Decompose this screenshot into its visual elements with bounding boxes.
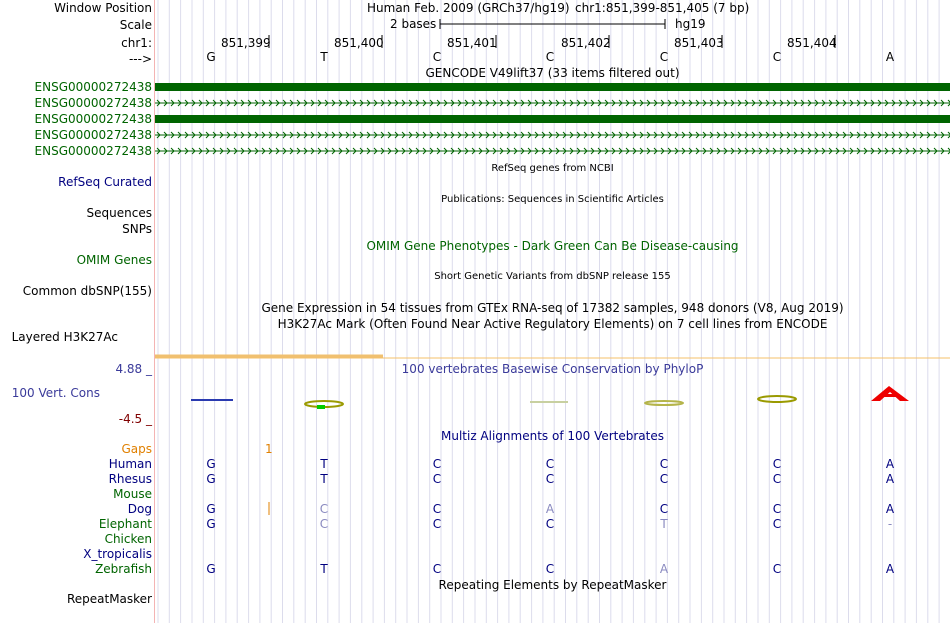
align-base-zebrafish: C [772,562,782,576]
align-base-zebrafish: A [885,562,895,576]
gene-feature-4 [155,132,950,138]
ref-base: C [772,50,782,64]
chr-label: chr1: [121,36,152,50]
species-label-rhesus[interactable]: Rhesus [108,472,152,486]
gene-feature-1 [155,83,950,91]
align-base-human: C [432,457,442,471]
align-base-rhesus: C [772,472,782,486]
species-label-human[interactable]: Human [108,457,152,471]
align-base-elephant: C [432,517,442,531]
species-label-x-tropicalis[interactable]: X_tropicalis [83,547,152,561]
ref-base: C [545,50,555,64]
phylop-mark-c1 [530,401,568,403]
dbsnp-label[interactable]: Common dbSNP(155) [22,284,152,298]
align-base-human: C [545,457,555,471]
coord-851404: 851,404 [787,36,837,50]
gene-feature-3 [155,115,950,123]
coord-851399: 851,399 [221,36,271,50]
assembly-title: Human Feb. 2009 (GRCh37/hg19) [367,1,570,15]
align-base-elephant: T [660,517,668,531]
snps-label[interactable]: SNPs [122,222,152,236]
track-label-panel [0,0,155,623]
align-base-dog: G [206,502,216,516]
phylop-mark-t [305,401,343,409]
window-position-text[interactable]: chr1:851,399-851,405 (7 bp) [575,1,750,15]
align-base-zebrafish: T [320,562,328,576]
phylop-conservation-glyphs [191,386,909,409]
scale-label: Scale [119,18,152,32]
align-base-rhesus: G [206,472,216,486]
phylop-max-label: 4.88 _ [115,362,152,376]
align-base-elephant: G [206,517,216,531]
align-base-rhesus: A [885,472,895,486]
phylop-mark-c3 [758,396,796,402]
gene-label-4[interactable]: ENSG00000272438 [34,128,152,142]
phylop-mark-c2 [645,401,683,405]
align-base-human: A [885,457,895,471]
ref-base: T [320,50,328,64]
dbsnp-track-title[interactable]: Short Genetic Variants from dbSNP release 155 [434,271,671,282]
align-base-zebrafish: C [432,562,442,576]
align-base-dog: C [319,502,329,516]
gene-feature-2 [155,100,950,106]
species-label-zebrafish[interactable]: Zebrafish [95,562,152,576]
coord-851402: 851,402 [561,36,611,50]
gene-label-3[interactable]: ENSG00000272438 [34,112,152,126]
ref-base: C [432,50,442,64]
gencode-track-title[interactable]: GENCODE V49lift37 (33 items filtered out) [425,66,680,80]
scale-text: 2 bases [390,17,437,31]
multiz-track-title[interactable]: Multiz Alignments of 100 Vertebrates [440,429,665,443]
scale-db: hg19 [675,17,706,31]
align-base-rhesus: T [320,472,328,486]
coord-851401: 851,401 [447,36,497,50]
align-base-zebrafish: C [545,562,555,576]
align-base-rhesus: C [659,472,669,486]
strand-arrow-label[interactable]: ---> [128,52,152,66]
align-base-dog: C [432,502,442,516]
align-base-elephant: C [772,517,782,531]
align-base-human: G [206,457,216,471]
sequences-label[interactable]: Sequences [86,206,152,220]
gaps-label[interactable]: Gaps [121,442,152,456]
phylop-mark-a [871,386,909,401]
gene-label-1[interactable]: ENSG00000272438 [34,80,152,94]
omim-track-title[interactable]: OMIM Gene Phenotypes - Dark Green Can Be Disease-causing [366,239,739,253]
align-base-zebrafish: A [659,562,669,576]
window-position-label: Window Position [54,1,152,15]
refseq-track-title[interactable]: RefSeq genes from NCBI [491,163,614,174]
species-label-mouse[interactable]: Mouse [113,487,152,501]
species-label-dog[interactable]: Dog [127,502,152,516]
gene-label-5[interactable]: ENSG00000272438 [34,144,152,158]
align-base-elephant: - [887,517,893,531]
align-base-zebrafish: G [206,562,216,576]
species-label-elephant[interactable]: Elephant [98,517,152,531]
align-base-elephant: C [545,517,555,531]
omim-label[interactable]: OMIM Genes [76,253,152,267]
align-base-human: T [320,457,328,471]
scale-bar [440,19,665,29]
phylop-track-title[interactable]: 100 vertebrates Basewise Conservation by PhyloP [401,362,704,376]
align-base-dog: C [772,502,782,516]
coord-851403: 851,403 [674,36,724,50]
gene-label-2[interactable]: ENSG00000272438 [34,96,152,110]
align-base-rhesus: C [432,472,442,486]
gene-feature-5 [155,148,950,154]
align-base-rhesus: C [545,472,555,486]
align-base-dog: A [545,502,555,516]
align-base-elephant: C [319,517,329,531]
refseq-label[interactable]: RefSeq Curated [58,175,152,189]
track-display-area[interactable] [155,0,950,623]
h3k27ac-track-title[interactable]: H3K27Ac Mark (Often Found Near Active Regulatory Elements) on 7 cell lines from ENCODE [277,317,828,331]
ref-base: C [659,50,669,64]
phylop-min-label: -4.5 _ [118,412,152,426]
align-base-human: C [772,457,782,471]
species-label-chicken[interactable]: Chicken [104,532,152,546]
repeatmasker-track-title[interactable]: Repeating Elements by RepeatMasker [438,578,667,592]
repeatmasker-label[interactable]: RepeatMasker [66,592,152,606]
gap-count: 1 [265,442,273,456]
conservation-label[interactable]: 100 Vert. Cons [11,386,100,400]
align-base-dog: A [885,502,895,516]
ref-base: A [885,50,895,64]
align-base-dog: C [659,502,669,516]
align-base-human: C [659,457,669,471]
h3k27ac-label[interactable]: Layered H3K27Ac [11,330,118,344]
coord-851400: 851,400 [334,36,384,50]
gtex-track-title[interactable]: Gene Expression in 54 tissues from GTEx RNA-seq of 17382 samples, 948 donors (V8, Aug 2019) [261,301,844,315]
publications-track-title[interactable]: Publications: Sequences in Scientific Articles [441,194,664,205]
ref-base: G [206,50,216,64]
phylop-mark-g [191,399,233,401]
